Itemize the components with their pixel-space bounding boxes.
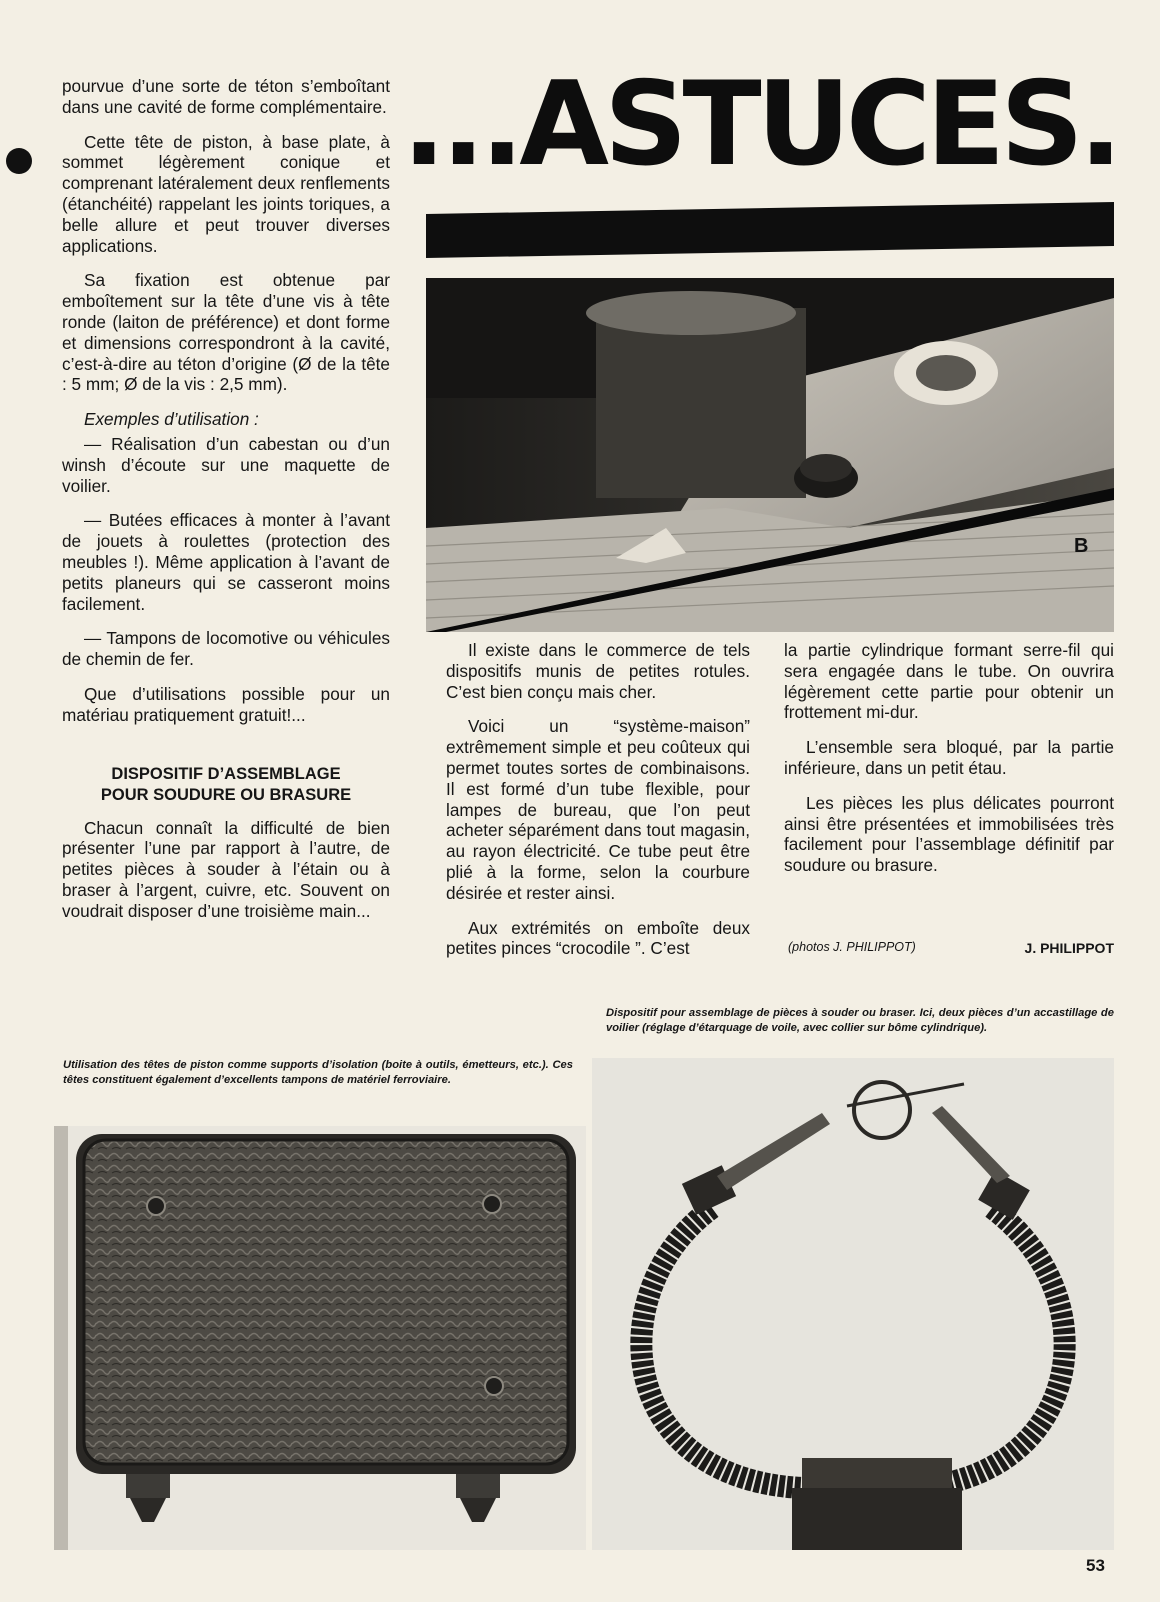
caption-right-photo: Dispositif pour assemblage de pièces à souder ou braser. Ici, deux pièces d’un accastillage de voilier (réglage d’étarquage de voile, avec collier sur bôme cylindrique).: [606, 1007, 1114, 1034]
caption-left-photo: Utilisation des têtes de piston comme supports d’isolation (boite à outils, émetteurs, etc.). Ces têtes constituent également d’excellents tampons de matériel ferroviaire.: [63, 1059, 573, 1086]
example-item: — Réalisation d’un cabestan ou d’un winsh d’écoute sur une maquette de voilier.: [62, 433, 390, 496]
paragraph: Chacun connaît la difficulté de bien présenter l’une par rapport à l’autre, de petites pièces à souder à l’étain ou à braser à l’argent, cuivre, etc. Souvent on voudrait disposer d’une troisième main...: [62, 817, 390, 921]
paragraph: Il existe dans le commerce de tels dispositifs munis de petites rotules. C’est bien conçu mais cher.: [446, 640, 750, 702]
paragraph: Sa fixation est obtenue par emboîtement sur la tête d’une vis à tête ronde (laiton de préférence) et dont forme et dimensions correspondront à la cavité, c’est-à-dire au téton d’origine (Ø de la tête : 5 mm; Ø de la vis : 2,5 mm).: [62, 270, 390, 395]
paragraph: L’ensemble sera bloqué, par la partie inférieure, dans un petit étau.: [784, 737, 1114, 778]
section-heading-line: DISPOSITIF D’ASSEMBLAGE: [111, 764, 341, 783]
header-band: [426, 202, 1114, 258]
photo-b-label: B: [1074, 535, 1089, 557]
page-number: 53: [1086, 1556, 1105, 1575]
column-3: [784, 640, 1114, 890]
headline: ...ASTUCES.: [402, 57, 1118, 192]
photo-soldering-holder: [592, 1058, 1114, 1550]
photo-toolbox: [54, 1126, 586, 1550]
example-item: — Tampons de locomotive ou véhicules de chemin de fer.: [62, 628, 390, 670]
example-item: — Butées efficaces à monter à l’avant de jouets à roulettes (protection des meubles !). Même application à l’avant de petits planeurs qui se casseront moins facilement.: [62, 510, 390, 614]
column-2: [446, 640, 750, 973]
paragraph: pourvue d’une sorte de téton s’emboîtant dans une cavité de forme complémentaire.: [62, 76, 390, 117]
paragraph: Cette tête de piston, à base plate, à sommet légèrement conique et comprenant latéralement deux renflements (étanchéité) rappelant les joints toriques, a belle allure et peut trouver diverses applications.: [62, 131, 390, 256]
paragraph: Que d’utilisations possible pour un matériau pratiquement gratuit!...: [62, 683, 390, 725]
paragraph: la partie cylindrique formant serre-fil qui sera engagée dans le tube. On ouvrira légèrement cette partie pour obtenir un frottement mi-dur.: [784, 640, 1114, 723]
paragraph: Aux extrémités on emboîte deux petites pinces “crocodile ”. C’est: [446, 917, 750, 959]
author-signature: J. PHILIPPOT: [1024, 940, 1114, 956]
column-1: [62, 76, 390, 936]
examples-label: Exemples d’utilisation :: [84, 409, 259, 430]
credits: [788, 940, 1114, 956]
paragraph: Les pièces les plus délicates pourront ainsi être présentées et immobilisées très facilement pour l’assemblage définitif par soudure ou brasure.: [784, 792, 1114, 876]
section-heading-line: POUR SOUDURE OU BRASURE: [100, 785, 352, 804]
bullet-dot: [6, 148, 32, 174]
photo-b: [426, 278, 1114, 632]
photo-credit: (photos J. PHILIPPOT): [788, 940, 916, 954]
paragraph: Voici un “système-maison” extrêmement simple et peu coûteux qui permet toutes sortes de combinaisons. Il est formé d’un tube flexible, pour lampes de bureau, que l’on peut acheter séparément dans tout magasin, au rayon électricité. Ce tube peut être plié à la forme, selon la courbure désirée et rester ainsi.: [446, 716, 750, 903]
section-heading: [62, 764, 390, 806]
